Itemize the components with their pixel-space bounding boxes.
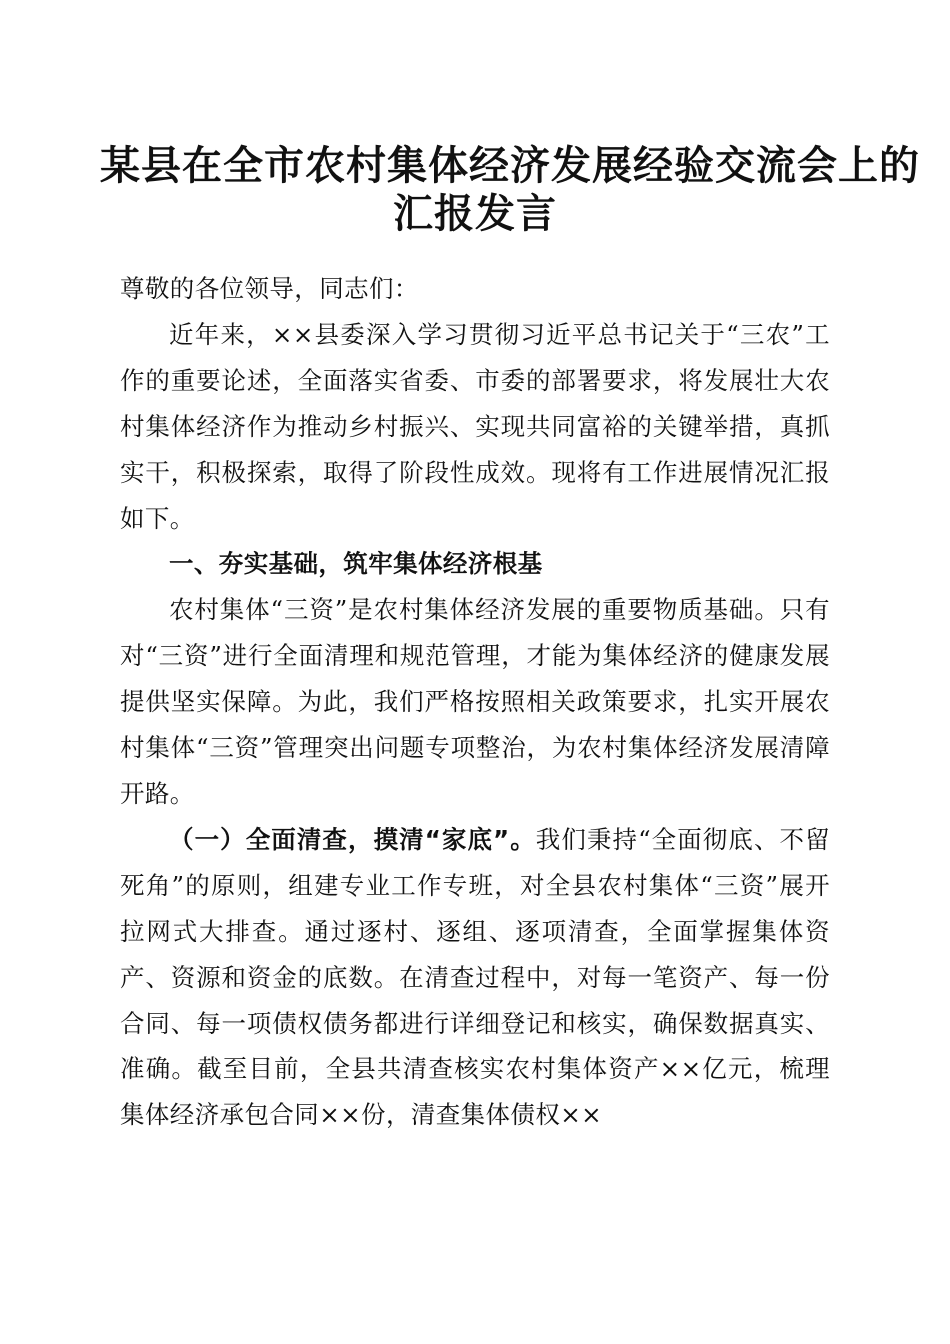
intro-paragraph: 近年来，××县委深入学习贯彻习近平总书记关于“三农”工作的重要论述，全面落实省委、市委的部署要求，将发展壮大农村集体经济作为推动乡村振兴、实现共同富裕的关键举措，真抓实干，积极探索，取得了阶段性成效。现将有工作进展情况汇报如下。 [120,319,830,533]
subsection-1-lead: （一）全面清查，摸清“家底”。 [169,824,536,854]
document-title-line-1: 某县在全市农村集体经济发展经验交流会上的 [100,142,920,189]
salutation: 尊敬的各位领导，同志们： [120,274,419,303]
subsection-1-paragraph [120,817,830,1138]
document-title-line-2: 汇报发言 [393,190,557,237]
document-body [120,266,830,1138]
section-1-heading: 一、夯实基础，筑牢集体经济根基 [169,549,543,579]
subsection-1-text: 我们秉持“全面彻底、不留死角”的原则，组建专业工作专班，对全县农村集体“三资”展开拉网式大排查。通过逐村、逐组、逐项清查，全面掌握集体资产、资源和资金的底数。在清查过程中，对每一笔资产、每一份合同、每一项债权债务都进行详细登记和核实，确保数据真实、准确。截至目前，全县共清查核实农村集体资产××亿元，梳理集体经济承包合同××份，清查集体债权×× [120,824,830,1130]
section-1-paragraph: 农村集体“三资”是农村集体经济发展的重要物质基础。只有对“三资”进行全面清理和规范管理，才能为集体经济的健康发展提供坚实保障。为此，我们严格按照相关政策要求，扎实开展农村集体“三资”管理突出问题专项整治，为农村集体经济发展清障开路。 [120,595,830,808]
